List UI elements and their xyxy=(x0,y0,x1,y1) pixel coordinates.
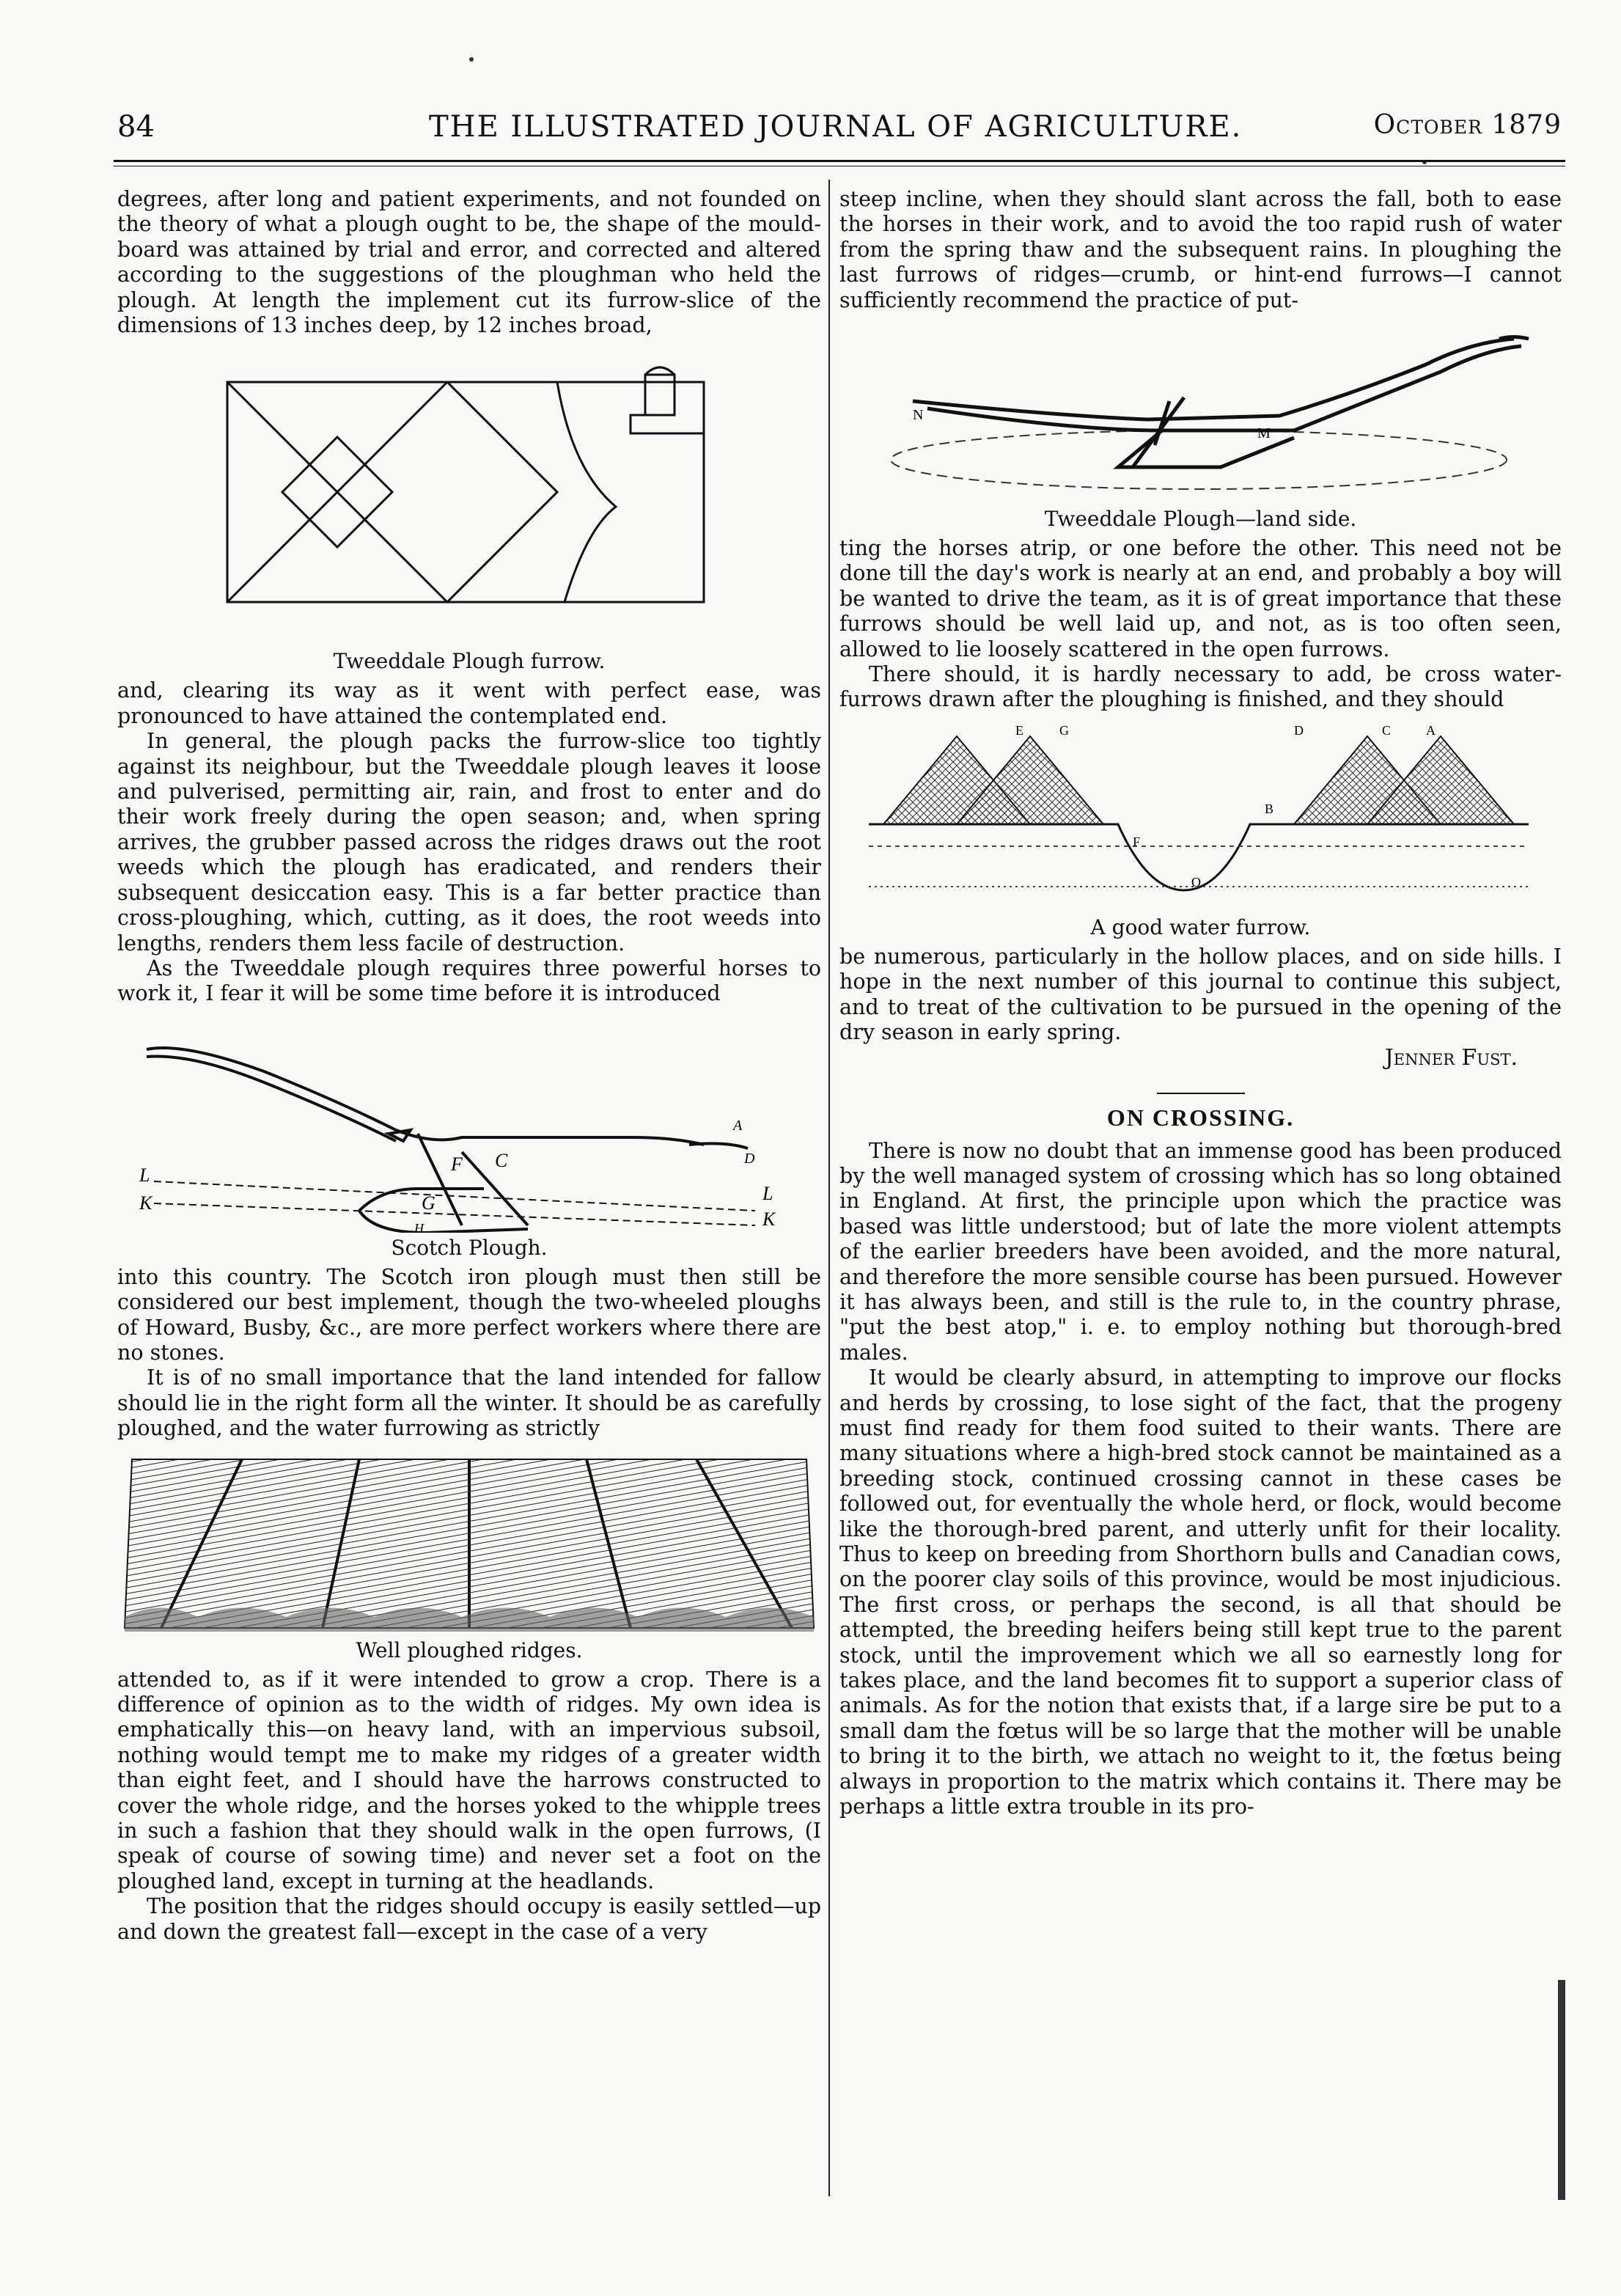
right-column xyxy=(839,187,1562,1819)
figure-caption: A good water furrow. xyxy=(1090,914,1311,939)
ploughed-ridges-illustration xyxy=(117,1452,821,1635)
figure-caption: Scotch Plough. xyxy=(391,1235,548,1260)
paragraph: In general, the plough packs the furrow-slice too tightly against its neighbour, but the Tweeddale plough leaves it loose and pulverised, permitting air, rain, and frost to enter and do their work freely during the open season; and, when spring arrives, the grubber passed across the ridges draws out the root weeds which the plough has eradicated, and renders their subsequent desiccation easy. This is a far better practice than cross-ploughing, which, cutting, as it does, the root weeds into lengths, renders them less facile of destruction. xyxy=(117,729,821,956)
column-divider xyxy=(828,180,830,2196)
paragraph: There is now no doubt that an immense good has been produced by the well managed system of crossing which has so long obtained in England. At first, the principle upon which the practice was based was little understood; but of late the more violent attempts of the earlier breeders have been avoided, and the more natural, and therefore the more sensible course has been pursued. However it has always been, and still is the rule to, in the country phrase, "put the best atop," i. e. to employ nothing but thorough-bred males. xyxy=(839,1138,1562,1365)
figure-caption: Tweeddale Plough furrow. xyxy=(333,649,606,674)
label-l2: L xyxy=(762,1182,773,1204)
paragraph: There should, it is hardly necessary to add, be cross water-furrows drawn after the ploughing is finished, and they should xyxy=(839,662,1562,712)
label-l: L xyxy=(139,1164,150,1186)
label-d: D xyxy=(1294,722,1304,738)
figure-scotch-plough xyxy=(117,1013,821,1261)
scan-edge-mark xyxy=(1558,1980,1565,2200)
label-k: K xyxy=(139,1192,152,1214)
paragraph: It would be clearly absurd, in attempting to improve our flocks and herds by crossing, to lose sight of the fact, that the progeny must find ready for them food suited to their wants. There are many situations where a high-bred stock cannot be maintained as a breeding stock, continued crossing cannot in these cases be followed out, for eventually the whole herd, or flock, would become like the thorough-bred parent, and utterly unfit for their locality. Thus to keep on breeding from Shorthorn bulls and Canadian cows, on the poorer clay soils of this province, would be most injudicious. The first cross, or perhaps the second, is all that should be attempted, the breeding heifers being still kept true to the parent stock, until the improvement which we all so earnestly long for takes place, and the land becomes fit to support a superior class of animals. As for the notion that exists that, if a large sire be put to a small dam the fœtus will be so large that the mother will be unable to bring it to the birth, we attach no weight to it, the fœtus being always in proportion to the matrix which contains it. There may be perhaps a little extra trouble in its pro- xyxy=(839,1365,1562,1819)
label-h: H xyxy=(414,1220,424,1233)
label-a: A xyxy=(1426,722,1436,738)
print-speck xyxy=(469,57,474,62)
water-furrow-diagram xyxy=(839,722,1562,912)
figure-tweeddale-furrow xyxy=(117,360,821,674)
label-o: O xyxy=(1191,874,1201,890)
journal-title: THE ILLUSTRATED JOURNAL OF AGRICULTURE. xyxy=(429,110,1243,144)
paragraph: ting the horses atrip, or one before the other. This need not be done till the day's work is nearly at an end, and probably a boy will be wanted to drive the team, as it is of great importance that these furrows should be well laid up, and not, as is too often seen, allowed to lie loosely scattered in the open furrows. xyxy=(839,536,1562,661)
figure-ploughed-ridges xyxy=(117,1452,821,1663)
label-g: G xyxy=(422,1192,435,1214)
figure-tweeddale-land-side xyxy=(839,320,1562,532)
author-signature: Jenner Fust. xyxy=(1384,1044,1518,1071)
paragraph: steep incline, when they should slant across the fall, both to ease the horses in their work, and to avoid the too rapid rush of water from the spring thaw and the subsequent rains. In ploughing the last furrows of ridges—crumb, or hint-end furrows—I cannot sufficiently recommend the practice of put- xyxy=(839,187,1562,312)
label-k2: K xyxy=(762,1208,776,1230)
paragraph: be numerous, particularly in the hollow places, and on side hills. I hope in the next number of this journal to continue this subject, and to treat of the cultivation to be pursued in the opening of the dry season in early spring. xyxy=(839,944,1562,1045)
paragraph: It is of no small importance that the land intended for fallow should lie in the right form all the winter. It should be as carefully ploughed, and the water furrowing as strictly xyxy=(117,1365,821,1441)
label-g: G xyxy=(1059,722,1069,738)
running-header xyxy=(117,110,1562,154)
paragraph: As the Tweeddale plough requires three powerful horses to work it, I fear it will be some time before it is introduced xyxy=(117,956,821,1006)
label-d: D xyxy=(744,1150,755,1167)
header-rule xyxy=(114,160,1565,162)
paragraph: and, clearing its way as it went with perfect ease, was pronounced to have attained the contemplated end. xyxy=(117,678,821,728)
section-divider xyxy=(1157,1093,1245,1094)
left-column xyxy=(117,187,821,1945)
label-m: M xyxy=(1257,425,1271,442)
paragraph: The position that the ridges should occupy is easily settled—up and down the greatest fall—except in the case of a very xyxy=(117,1894,821,1944)
paragraph: degrees, after long and patient experiments, and not founded on the theory of what a plough ought to be, the shape of the mould-board was attained by trial and error, and corrected and altered according to the suggestions of the ploughman who held the plough. At length the implement cut its furrow-slice of the dimensions of 13 inches deep, by 12 inches broad, xyxy=(117,187,821,338)
paragraph: attended to, as if it were intended to grow a crop. There is a difference of opinion as to the width of ridges. My own idea is emphatically this—on heavy land, with an impervious subsoil, nothing would tempt me to make my ridges of a greater width than eight feet, and I should have the harrows constructed to cover the whole ridge, and the horses yoked to the whipple trees in such a fashion that they should walk in the open furrows, (I speak of course of sowing time) and never set a foot on the ploughed land, except in turning at the headlands. xyxy=(117,1667,821,1893)
label-f: F xyxy=(451,1153,463,1175)
label-b: B xyxy=(1265,801,1274,816)
section-title: ON CROSSING. xyxy=(1106,1104,1295,1131)
figure-caption: Well ploughed ridges. xyxy=(356,1637,583,1662)
label-c: C xyxy=(1382,722,1392,738)
issue-date: October 1879 xyxy=(1373,110,1562,140)
figure-caption: Tweeddale Plough—land side. xyxy=(1044,507,1357,532)
label-f: F xyxy=(1133,834,1141,849)
tweeddale-furrow-diagram xyxy=(117,360,821,646)
scotch-plough-diagram xyxy=(117,1013,821,1233)
tweeddale-land-side-illustration xyxy=(839,320,1562,504)
page-number: 84 xyxy=(117,110,155,144)
label-e: E xyxy=(1015,722,1023,738)
label-n: N xyxy=(913,407,924,424)
figure-water-furrow xyxy=(839,722,1562,940)
label-a: A xyxy=(733,1117,743,1134)
paragraph: into this country. The Scotch iron plough must then still be considered our best implement, though the two-wheeled ploughs of Howard, Busby, &c., are more perfect workers where there are no stones. xyxy=(117,1264,821,1365)
label-c: C xyxy=(495,1149,508,1171)
